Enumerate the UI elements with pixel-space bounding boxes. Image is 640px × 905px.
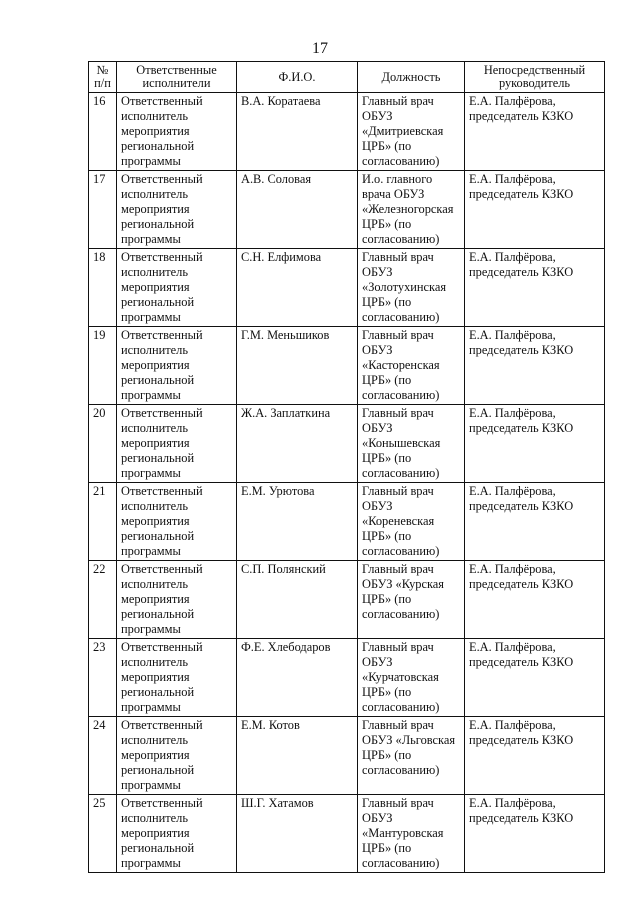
- row-fio: Е.М. Котов: [237, 717, 358, 795]
- role-line: Ответственный: [121, 94, 203, 108]
- row-role: [117, 171, 237, 249]
- role-line: региональной: [121, 295, 195, 309]
- position-line: ЦРБ» (по: [362, 529, 412, 543]
- position-line: ОБУЗ: [362, 109, 393, 123]
- role-line: программы: [121, 466, 181, 480]
- position-line: ОБУЗ: [362, 265, 393, 279]
- role-line: программы: [121, 778, 181, 792]
- row-role: [117, 561, 237, 639]
- row-role: [117, 249, 237, 327]
- position-line: ЦРБ» (по: [362, 592, 412, 606]
- role-line: региональной: [121, 139, 195, 153]
- position-line: согласованию): [362, 607, 440, 621]
- supervisor-line: Е.А. Палфёрова,: [469, 250, 556, 264]
- supervisor-line: председатель КЗКО: [469, 265, 574, 279]
- role-line: Ответственный: [121, 640, 203, 654]
- position-line: «Золотухинская: [362, 280, 447, 294]
- row-position: [358, 93, 465, 171]
- row-supervisor: [465, 561, 605, 639]
- role-line: региональной: [121, 529, 195, 543]
- responsible-persons-table: [88, 61, 605, 873]
- row-supervisor: [465, 405, 605, 483]
- role-line: исполнитель: [121, 577, 188, 591]
- role-line: программы: [121, 310, 181, 324]
- supervisor-line: председатель КЗКО: [469, 811, 574, 825]
- row-fio: Ф.Е. Хлебодаров: [237, 639, 358, 717]
- position-line: ОБУЗ «Льговская: [362, 733, 456, 747]
- position-line: ЦРБ» (по: [362, 139, 412, 153]
- row-number: 23: [89, 639, 117, 717]
- role-line: исполнитель: [121, 265, 188, 279]
- position-line: ЦРБ» (по: [362, 685, 412, 699]
- table-row: [89, 249, 605, 327]
- row-role: [117, 717, 237, 795]
- position-line: «Курчатовская: [362, 670, 439, 684]
- row-fio: С.Н. Елфимова: [237, 249, 358, 327]
- table-row: [89, 405, 605, 483]
- row-number: 16: [89, 93, 117, 171]
- row-position: [358, 405, 465, 483]
- supervisor-line: председатель КЗКО: [469, 187, 574, 201]
- header-num: № п/п: [89, 62, 117, 93]
- supervisor-line: председатель КЗКО: [469, 577, 574, 591]
- row-number: 19: [89, 327, 117, 405]
- supervisor-line: председатель КЗКО: [469, 343, 574, 357]
- role-line: мероприятия: [121, 670, 190, 684]
- row-number: 20: [89, 405, 117, 483]
- position-line: «Кореневская: [362, 514, 435, 528]
- role-line: региональной: [121, 607, 195, 621]
- role-line: региональной: [121, 685, 195, 699]
- position-line: ЦРБ» (по: [362, 217, 412, 231]
- position-line: Главный врач: [362, 718, 434, 732]
- role-line: Ответственный: [121, 406, 203, 420]
- role-line: мероприятия: [121, 280, 190, 294]
- position-line: согласованию): [362, 544, 440, 558]
- position-line: ОБУЗ «Курская: [362, 577, 444, 591]
- row-role: [117, 327, 237, 405]
- role-line: исполнитель: [121, 343, 188, 357]
- row-fio: С.П. Полянский: [237, 561, 358, 639]
- row-supervisor: [465, 483, 605, 561]
- position-line: ЦРБ» (по: [362, 373, 412, 387]
- supervisor-line: Е.А. Палфёрова,: [469, 640, 556, 654]
- table-row: [89, 717, 605, 795]
- table-row: [89, 93, 605, 171]
- role-line: мероприятия: [121, 514, 190, 528]
- role-line: Ответственный: [121, 328, 203, 342]
- row-position: [358, 717, 465, 795]
- row-position: [358, 639, 465, 717]
- supervisor-line: Е.А. Палфёрова,: [469, 562, 556, 576]
- role-line: исполнитель: [121, 733, 188, 747]
- position-line: врача ОБУЗ: [362, 187, 425, 201]
- row-position: [358, 249, 465, 327]
- position-line: согласованию): [362, 388, 440, 402]
- role-line: исполнитель: [121, 109, 188, 123]
- row-fio: А.В. Соловая: [237, 171, 358, 249]
- row-supervisor: [465, 717, 605, 795]
- position-line: «Дмитриевская: [362, 124, 444, 138]
- supervisor-line: председатель КЗКО: [469, 109, 574, 123]
- position-line: ЦРБ» (по: [362, 841, 412, 855]
- position-line: согласованию): [362, 700, 440, 714]
- role-line: программы: [121, 856, 181, 870]
- row-supervisor: [465, 171, 605, 249]
- position-line: ОБУЗ: [362, 421, 393, 435]
- position-line: Главный врач: [362, 640, 434, 654]
- position-line: согласованию): [362, 154, 440, 168]
- position-line: ОБУЗ: [362, 343, 393, 357]
- role-line: программы: [121, 700, 181, 714]
- position-line: «Конышевская: [362, 436, 441, 450]
- position-line: «Мантуровская: [362, 826, 444, 840]
- position-line: Главный врач: [362, 484, 434, 498]
- row-position: [358, 483, 465, 561]
- role-line: мероприятия: [121, 358, 190, 372]
- role-line: программы: [121, 622, 181, 636]
- role-line: Ответственный: [121, 718, 203, 732]
- role-line: Ответственный: [121, 484, 203, 498]
- row-position: [358, 561, 465, 639]
- supervisor-line: Е.А. Палфёрова,: [469, 406, 556, 420]
- role-line: исполнитель: [121, 811, 188, 825]
- row-position: [358, 327, 465, 405]
- table-row: [89, 327, 605, 405]
- position-line: ЦРБ» (по: [362, 295, 412, 309]
- row-number: 25: [89, 795, 117, 873]
- position-line: И.о. главного: [362, 172, 433, 186]
- supervisor-line: Е.А. Палфёрова,: [469, 172, 556, 186]
- role-line: Ответственный: [121, 250, 203, 264]
- row-role: [117, 795, 237, 873]
- page-number: 17: [312, 40, 328, 57]
- row-fio: Ш.Г. Хатамов: [237, 795, 358, 873]
- position-line: согласованию): [362, 310, 440, 324]
- position-line: Главный врач: [362, 328, 434, 342]
- row-supervisor: [465, 795, 605, 873]
- row-role: [117, 93, 237, 171]
- table-row: [89, 561, 605, 639]
- role-line: региональной: [121, 763, 195, 777]
- row-supervisor: [465, 249, 605, 327]
- header-position: Должность: [358, 62, 465, 93]
- header-supervisor: Непосредственный руководитель: [465, 62, 605, 93]
- table-body: [89, 93, 605, 873]
- position-line: «Касторенская: [362, 358, 440, 372]
- position-line: ЦРБ» (по: [362, 748, 412, 762]
- position-line: «Железногорская: [362, 202, 454, 216]
- row-number: 22: [89, 561, 117, 639]
- role-line: исполнитель: [121, 499, 188, 513]
- row-supervisor: [465, 639, 605, 717]
- row-position: [358, 795, 465, 873]
- row-role: [117, 405, 237, 483]
- position-line: Главный врач: [362, 562, 434, 576]
- table-row: [89, 795, 605, 873]
- row-number: 21: [89, 483, 117, 561]
- position-line: согласованию): [362, 856, 440, 870]
- role-line: программы: [121, 154, 181, 168]
- role-line: региональной: [121, 841, 195, 855]
- row-number: 18: [89, 249, 117, 327]
- role-line: исполнитель: [121, 655, 188, 669]
- role-line: региональной: [121, 217, 195, 231]
- position-line: Главный врач: [362, 406, 434, 420]
- role-line: Ответственный: [121, 172, 203, 186]
- header-fio: Ф.И.О.: [237, 62, 358, 93]
- position-line: согласованию): [362, 466, 440, 480]
- header-responsible: Ответственные исполнители: [117, 62, 237, 93]
- supervisor-line: Е.А. Палфёрова,: [469, 796, 556, 810]
- role-line: Ответственный: [121, 796, 203, 810]
- row-supervisor: [465, 93, 605, 171]
- supervisor-line: Е.А. Палфёрова,: [469, 718, 556, 732]
- position-line: согласованию): [362, 763, 440, 777]
- row-fio: Г.М. Меньшиков: [237, 327, 358, 405]
- role-line: мероприятия: [121, 748, 190, 762]
- row-fio: Е.М. Урютова: [237, 483, 358, 561]
- role-line: мероприятия: [121, 202, 190, 216]
- role-line: мероприятия: [121, 436, 190, 450]
- position-line: Главный врач: [362, 94, 434, 108]
- table-row: [89, 639, 605, 717]
- row-number: 24: [89, 717, 117, 795]
- position-line: ОБУЗ: [362, 811, 393, 825]
- table-row: [89, 483, 605, 561]
- role-line: региональной: [121, 373, 195, 387]
- position-line: ОБУЗ: [362, 499, 393, 513]
- row-supervisor: [465, 327, 605, 405]
- position-line: Главный врач: [362, 796, 434, 810]
- supervisor-line: председатель КЗКО: [469, 733, 574, 747]
- row-role: [117, 639, 237, 717]
- supervisor-line: Е.А. Палфёрова,: [469, 328, 556, 342]
- table-header-row: [89, 62, 605, 93]
- supervisor-line: председатель КЗКО: [469, 499, 574, 513]
- role-line: программы: [121, 544, 181, 558]
- role-line: мероприятия: [121, 124, 190, 138]
- role-line: программы: [121, 388, 181, 402]
- supervisor-line: Е.А. Палфёрова,: [469, 484, 556, 498]
- supervisor-line: председатель КЗКО: [469, 421, 574, 435]
- row-role: [117, 483, 237, 561]
- role-line: региональной: [121, 451, 195, 465]
- role-line: исполнитель: [121, 187, 188, 201]
- role-line: мероприятия: [121, 826, 190, 840]
- table-row: [89, 171, 605, 249]
- role-line: мероприятия: [121, 592, 190, 606]
- position-line: согласованию): [362, 232, 440, 246]
- position-line: ОБУЗ: [362, 655, 393, 669]
- supervisor-line: председатель КЗКО: [469, 655, 574, 669]
- position-line: ЦРБ» (по: [362, 451, 412, 465]
- role-line: Ответственный: [121, 562, 203, 576]
- position-line: Главный врач: [362, 250, 434, 264]
- role-line: программы: [121, 232, 181, 246]
- row-position: [358, 171, 465, 249]
- supervisor-line: Е.А. Палфёрова,: [469, 94, 556, 108]
- row-fio: В.А. Коратаева: [237, 93, 358, 171]
- row-number: 17: [89, 171, 117, 249]
- role-line: исполнитель: [121, 421, 188, 435]
- row-fio: Ж.А. Заплаткина: [237, 405, 358, 483]
